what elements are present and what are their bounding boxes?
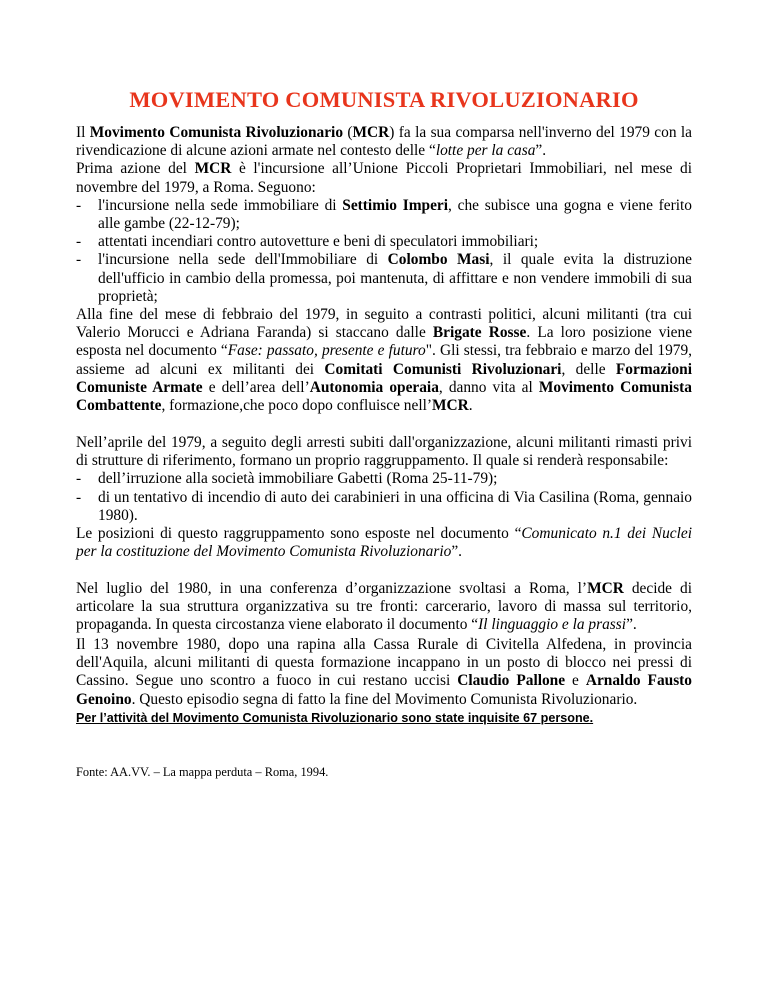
list-dash: - — [76, 470, 82, 488]
text: . Questo episodio segna di fatto la fine del Movimento Comunista Rivoluzionario. — [131, 690, 638, 708]
bold-term: MCR — [352, 124, 390, 141]
bold-term: Comitati Comunisti Rivoluzionari — [324, 360, 562, 378]
text: ( — [343, 124, 353, 141]
text: , che subisce una gogna e viene ferito alle gambe (22-12-79); — [98, 196, 692, 233]
paragraph-end — [76, 636, 692, 709]
text: e dell’area dell’ — [202, 378, 310, 396]
list-dash: - — [76, 488, 82, 506]
text: Nell’aprile del 1979, a seguito degli arresti subiti dall'organizzazione, alcuni militanti rimasti privi di strutture di riferimento, formano un proprio raggruppamento. Il quale si renderà responsabile: — [76, 434, 692, 470]
paragraph-first-action — [76, 160, 692, 196]
text: decide di articolare la sua struttura organizzativa su tre fronti: carcerario, lavoro di massa sul territorio, propaganda. In questa circostanza viene elaborato il documento “ — [76, 580, 693, 634]
bold-term: Brigate Rosse — [432, 324, 527, 342]
bold-term: Autonomia operaia — [309, 378, 439, 396]
bold-term: MCR — [194, 160, 232, 178]
text: attentati incendiari contro autovetture e beni di speculatori immobiliari; — [98, 233, 539, 251]
list-item — [76, 233, 692, 251]
bold-term: Movimento Comunista Combattente — [76, 378, 692, 415]
text: ". Gli stessi, tra febbraio e marzo del 1979, assieme ad alcuni ex militanti dei — [76, 342, 692, 378]
text: Prima azione del — [76, 160, 195, 178]
bold-term: Settimio Imperi — [342, 196, 449, 214]
inquiry-note: Per l’attività del Movimento Comunista Rivoluzionario sono state inquisite 67 persone. — [76, 711, 594, 725]
paragraph-conference — [76, 580, 692, 635]
paragraph-split — [76, 306, 692, 415]
text: Il — [76, 124, 90, 141]
text: di un tentativo di incendio di auto dei carabinieri in una officina di Via Casilina (Roma, gennaio 1980). — [98, 488, 692, 524]
bold-term: MCR — [587, 580, 624, 597]
bold-term: MCR — [432, 397, 469, 415]
paragraph-intro — [76, 124, 692, 160]
text: e — [565, 672, 586, 690]
text: l'incursione nella sede dell'Immobiliare di — [98, 251, 388, 269]
bold-term: Movimento Comunista Rivoluzionario — [89, 124, 344, 141]
list-dash: - — [76, 233, 82, 251]
bold-term: Arnaldo Fausto Genoino — [76, 672, 693, 708]
text: Il 13 novembre 1980, dopo una rapina alla Cassa Rurale di Civitella Alfedena, in provincia dell'Aquila, alcuni militanti di questa formazione incappano in un posto di blocco nei pressi di Cassino. Segue uno scontro a fuoco in cui restano uccisi — [76, 636, 692, 690]
italic-quote: Il linguaggio e la prassi — [478, 616, 627, 634]
text: , delle — [561, 360, 616, 378]
text: ”. — [451, 543, 463, 561]
italic-quote: Fase: passato, presente e futuro — [227, 342, 426, 360]
list-item — [76, 470, 692, 488]
list-item — [76, 489, 692, 525]
section-end — [76, 636, 692, 709]
section-communique — [76, 525, 692, 561]
bold-term: Colombo Masi — [387, 251, 490, 269]
section-conference — [76, 580, 692, 635]
text: Nel luglio del 1980, in una conferenza d’organizzazione svoltasi a Roma, l’ — [76, 580, 588, 597]
text: dell’irruzione alla società immobiliare Gabetti (Roma 25-11-79); — [98, 470, 498, 488]
text: ”. — [626, 616, 637, 634]
text: . — [468, 397, 473, 415]
text: ”. — [535, 142, 547, 160]
section-april — [76, 434, 692, 525]
text: , danno vita al — [438, 378, 539, 396]
intro-section — [76, 124, 692, 306]
text: Le posizioni di questo raggruppamento sono esposte nel documento “ — [76, 525, 522, 542]
text: l'incursione nella sede immobiliare di — [98, 196, 343, 214]
list-dash: - — [76, 251, 82, 269]
text: ) fa la sua comparsa nell'inverno del 1979 con la rivendicazione di alcune azioni armate nel contesto delle “ — [76, 124, 692, 160]
italic-quote: Comunicato n.1 dei Nuclei per la costituzione del Movimento Comunista Rivoluzionario — [76, 525, 692, 561]
text: , il quale evita la distruzione dell'ufficio in cambio della promessa, poi mantenuta, di affittare e non vendere immobili di sua proprietà; — [98, 251, 692, 305]
italic-quote: lotte per la casa — [435, 142, 536, 160]
paragraph-april — [76, 434, 692, 470]
text: è l'incursione all’Unione Piccoli Proprietari Immobiliari, nel mese di novembre del 1979, a Roma. Seguono: — [76, 160, 692, 196]
list-dash: - — [76, 196, 82, 214]
text: Alla fine del mese di febbraio del 1979, in seguito a contrasti politici, alcuni militanti (tra cui Valerio Morucci e Adriana Faranda) si staccano dalle — [76, 306, 692, 342]
list-item — [76, 197, 692, 233]
bold-term: Formazioni Comuniste Armate — [76, 360, 692, 396]
paragraph-communique — [76, 525, 692, 561]
section-split — [76, 306, 692, 415]
list-item — [76, 251, 692, 306]
source-citation: Fonte: AA.VV. – La mappa perduta – Roma, 1994. — [76, 765, 329, 779]
text: . La loro posizione viene esposta nel documento “ — [76, 324, 693, 360]
page-title: MOVIMENTO COMUNISTA RIVOLUZIONARIO — [129, 87, 639, 112]
bold-term: Claudio Pallone — [457, 672, 566, 690]
text: , formazione,che poco dopo confluisce nell’ — [161, 397, 433, 415]
